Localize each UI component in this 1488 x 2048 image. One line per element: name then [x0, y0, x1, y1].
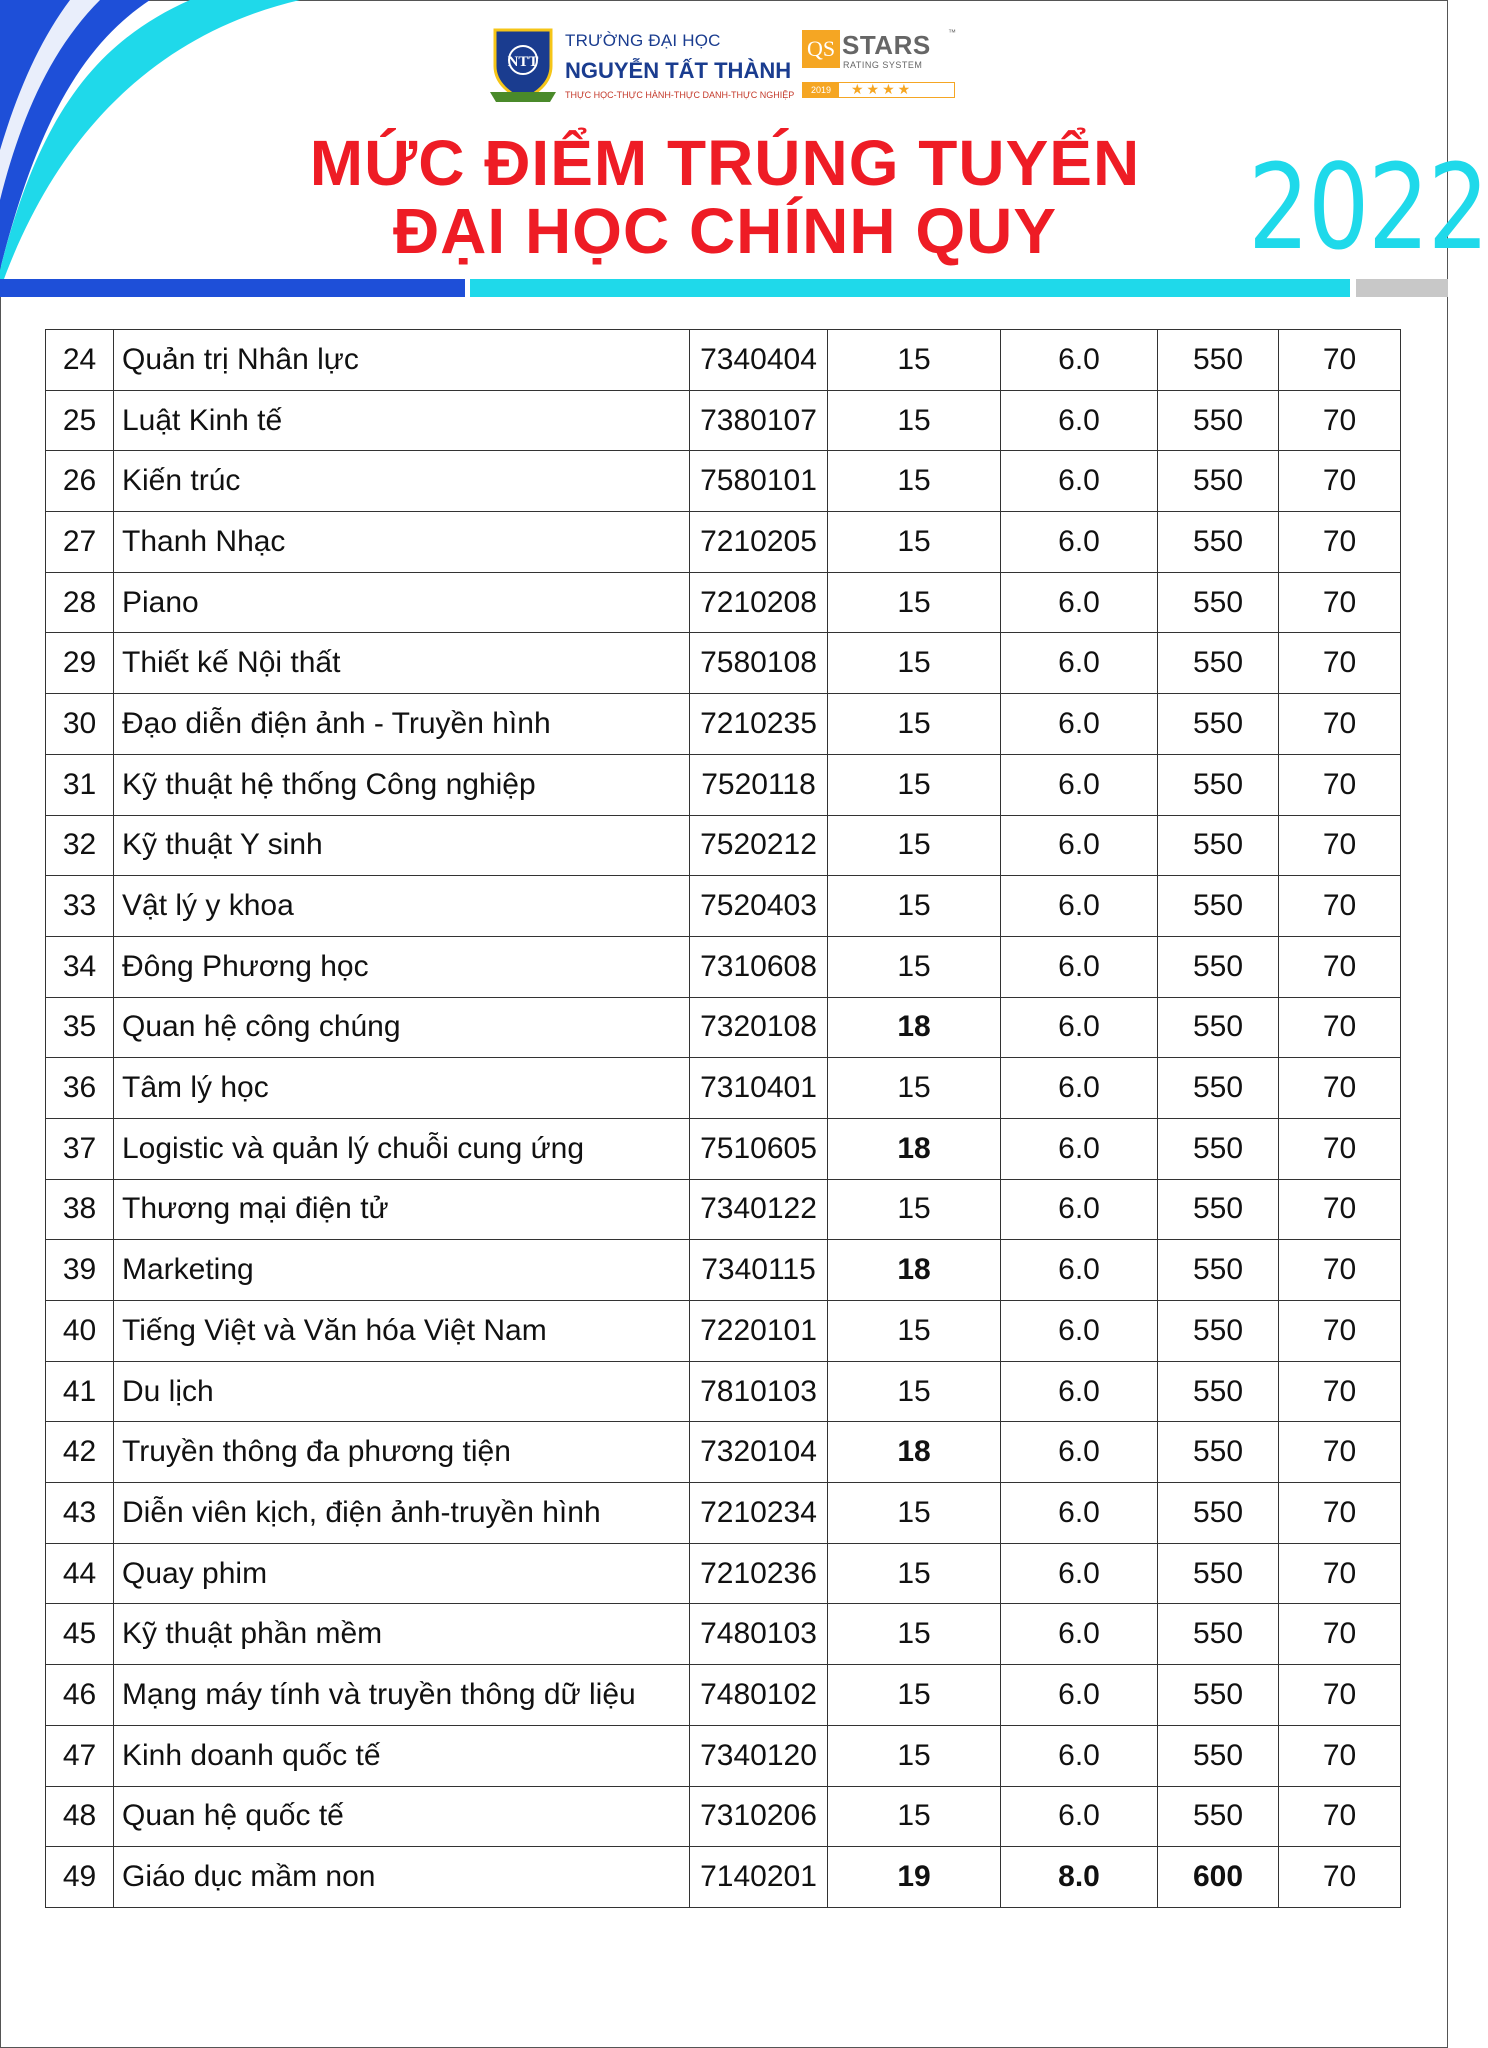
score-vsat-cell: 70	[1279, 1422, 1401, 1483]
qs-rating-bar	[802, 82, 955, 98]
table-row	[46, 451, 1401, 512]
table-row	[46, 390, 1401, 451]
table-row	[46, 1240, 1401, 1301]
score-thpt-cell: 18	[828, 1240, 1001, 1301]
table-row	[46, 694, 1401, 755]
major-code-cell: 7380107	[690, 390, 828, 451]
major-code-cell: 7340404	[690, 330, 828, 391]
major-name-cell: Marketing	[114, 1240, 690, 1301]
score-hocba-cell: 6.0	[1001, 1118, 1158, 1179]
major-name-cell: Luật Kinh tế	[114, 390, 690, 451]
row-number-cell: 33	[46, 876, 114, 937]
score-hocba-cell: 6.0	[1001, 512, 1158, 573]
school-small-title: TRƯỜNG ĐẠI HỌC	[565, 31, 721, 50]
table-body	[46, 330, 1401, 1908]
major-code-cell: 7140201	[690, 1847, 828, 1908]
major-name-cell: Truyền thông đa phương tiện	[114, 1422, 690, 1483]
score-thpt-cell: 15	[828, 936, 1001, 997]
score-dgnl-cell: 550	[1158, 1301, 1279, 1362]
score-hocba-cell: 6.0	[1001, 1665, 1158, 1726]
table-row	[46, 1361, 1401, 1422]
svg-text:NTT: NTT	[507, 54, 539, 70]
score-vsat-cell: 70	[1279, 330, 1401, 391]
row-number-cell: 42	[46, 1422, 114, 1483]
row-number-cell: 41	[46, 1361, 114, 1422]
row-number-cell: 47	[46, 1725, 114, 1786]
score-hocba-cell: 6.0	[1001, 997, 1158, 1058]
score-vsat-cell: 70	[1279, 572, 1401, 633]
header-divider-blue	[0, 279, 465, 297]
score-dgnl-cell: 550	[1158, 1058, 1279, 1119]
row-number-cell: 30	[46, 694, 114, 755]
score-hocba-cell: 6.0	[1001, 1301, 1158, 1362]
major-name-cell: Piano	[114, 572, 690, 633]
major-code-cell: 7480102	[690, 1665, 828, 1726]
qs-stars-text: STARS	[842, 30, 931, 60]
major-code-cell: 7320104	[690, 1422, 828, 1483]
page-title-line1: MỨC ĐIỂM TRÚNG TUYỂN	[309, 127, 1141, 199]
score-dgnl-cell: 550	[1158, 754, 1279, 815]
table-row	[46, 1786, 1401, 1847]
score-dgnl-cell: 550	[1158, 1361, 1279, 1422]
major-name-cell: Logistic và quản lý chuỗi cung ứng	[114, 1118, 690, 1179]
major-name-cell: Kiến trúc	[114, 451, 690, 512]
score-dgnl-cell: 550	[1158, 512, 1279, 573]
table-row	[46, 1665, 1401, 1726]
table-row	[46, 815, 1401, 876]
score-dgnl-cell: 550	[1158, 876, 1279, 937]
major-name-cell: Đạo diễn điện ảnh - Truyền hình	[114, 694, 690, 755]
score-hocba-cell: 6.0	[1001, 390, 1158, 451]
row-number-cell: 31	[46, 754, 114, 815]
major-name-cell: Tâm lý học	[114, 1058, 690, 1119]
score-vsat-cell: 70	[1279, 1058, 1401, 1119]
major-name-cell: Tiếng Việt và Văn hóa Việt Nam	[114, 1301, 690, 1362]
table-row	[46, 1118, 1401, 1179]
table-row	[46, 633, 1401, 694]
table-row	[46, 876, 1401, 937]
row-number-cell: 25	[46, 390, 114, 451]
major-code-cell: 7510605	[690, 1118, 828, 1179]
score-vsat-cell: 70	[1279, 1361, 1401, 1422]
score-thpt-cell: 15	[828, 1786, 1001, 1847]
score-dgnl-cell: 550	[1158, 1179, 1279, 1240]
table-row	[46, 1604, 1401, 1665]
row-number-cell: 44	[46, 1543, 114, 1604]
score-thpt-cell: 18	[828, 1118, 1001, 1179]
score-thpt-cell: 15	[828, 1665, 1001, 1726]
major-code-cell: 7340122	[690, 1179, 828, 1240]
score-thpt-cell: 15	[828, 876, 1001, 937]
row-number-cell: 39	[46, 1240, 114, 1301]
score-vsat-cell: 70	[1279, 754, 1401, 815]
table-row	[46, 330, 1401, 391]
score-dgnl-cell: 550	[1158, 936, 1279, 997]
major-code-cell: 7310206	[690, 1786, 828, 1847]
score-thpt-cell: 19	[828, 1847, 1001, 1908]
score-hocba-cell: 6.0	[1001, 815, 1158, 876]
score-dgnl-cell: 550	[1158, 1604, 1279, 1665]
major-code-cell: 7210234	[690, 1483, 828, 1544]
row-number-cell: 34	[46, 936, 114, 997]
qs-trademark: ™	[948, 28, 956, 37]
score-hocba-cell: 6.0	[1001, 572, 1158, 633]
score-thpt-cell: 15	[828, 1301, 1001, 1362]
major-name-cell: Kỹ thuật phần mềm	[114, 1604, 690, 1665]
major-code-cell: 7580108	[690, 633, 828, 694]
major-code-cell: 7310608	[690, 936, 828, 997]
score-thpt-cell: 15	[828, 1361, 1001, 1422]
score-hocba-cell: 6.0	[1001, 1179, 1158, 1240]
major-code-cell: 7210205	[690, 512, 828, 573]
score-hocba-cell: 6.0	[1001, 633, 1158, 694]
score-dgnl-cell: 550	[1158, 390, 1279, 451]
table-row	[46, 1301, 1401, 1362]
major-code-cell: 7520403	[690, 876, 828, 937]
major-code-cell: 7320108	[690, 997, 828, 1058]
score-vsat-cell: 70	[1279, 1543, 1401, 1604]
score-vsat-cell: 70	[1279, 1725, 1401, 1786]
score-dgnl-cell: 550	[1158, 572, 1279, 633]
score-hocba-cell: 6.0	[1001, 1604, 1158, 1665]
score-thpt-cell: 18	[828, 1422, 1001, 1483]
major-code-cell: 7310401	[690, 1058, 828, 1119]
row-number-cell: 26	[46, 451, 114, 512]
score-vsat-cell: 70	[1279, 1240, 1401, 1301]
score-dgnl-cell: 600	[1158, 1847, 1279, 1908]
major-name-cell: Thiết kế Nội thất	[114, 633, 690, 694]
score-hocba-cell: 6.0	[1001, 1058, 1158, 1119]
score-dgnl-cell: 550	[1158, 997, 1279, 1058]
row-number-cell: 45	[46, 1604, 114, 1665]
school-crest-icon	[490, 26, 556, 104]
score-hocba-cell: 6.0	[1001, 1786, 1158, 1847]
table-row	[46, 1422, 1401, 1483]
score-dgnl-cell: 550	[1158, 633, 1279, 694]
table-row	[46, 1725, 1401, 1786]
major-name-cell: Quay phim	[114, 1543, 690, 1604]
row-number-cell: 40	[46, 1301, 114, 1362]
major-name-cell: Du lịch	[114, 1361, 690, 1422]
score-thpt-cell: 15	[828, 1179, 1001, 1240]
qs-rating-stars-icon: ★★★★	[851, 81, 914, 97]
score-hocba-cell: 6.0	[1001, 1361, 1158, 1422]
qs-year: 2019	[803, 83, 839, 97]
score-thpt-cell: 15	[828, 633, 1001, 694]
score-vsat-cell: 70	[1279, 1301, 1401, 1362]
score-vsat-cell: 70	[1279, 1483, 1401, 1544]
major-code-cell: 7520118	[690, 754, 828, 815]
school-tagline: THỰC HỌC-THỰC HÀNH-THỰC DANH-THỰC NGHIỆP	[565, 90, 795, 100]
major-name-cell: Quan hệ công chúng	[114, 997, 690, 1058]
score-dgnl-cell: 550	[1158, 1665, 1279, 1726]
major-name-cell: Quản trị Nhân lực	[114, 330, 690, 391]
score-hocba-cell: 8.0	[1001, 1847, 1158, 1908]
row-number-cell: 37	[46, 1118, 114, 1179]
score-thpt-cell: 15	[828, 512, 1001, 573]
score-thpt-cell: 15	[828, 815, 1001, 876]
score-hocba-cell: 6.0	[1001, 936, 1158, 997]
major-name-cell: Quan hệ quốc tế	[114, 1786, 690, 1847]
major-name-cell: Thanh Nhạc	[114, 512, 690, 573]
major-name-cell: Mạng máy tính và truyền thông dữ liệu	[114, 1665, 690, 1726]
score-hocba-cell: 6.0	[1001, 1422, 1158, 1483]
row-number-cell: 43	[46, 1483, 114, 1544]
admission-scores-table	[45, 329, 1401, 1908]
major-code-cell: 7220101	[690, 1301, 828, 1362]
score-thpt-cell: 18	[828, 997, 1001, 1058]
score-hocba-cell: 6.0	[1001, 1483, 1158, 1544]
row-number-cell: 46	[46, 1665, 114, 1726]
major-code-cell: 7480103	[690, 1604, 828, 1665]
score-vsat-cell: 70	[1279, 633, 1401, 694]
score-hocba-cell: 6.0	[1001, 754, 1158, 815]
row-number-cell: 28	[46, 572, 114, 633]
score-hocba-cell: 6.0	[1001, 1543, 1158, 1604]
score-thpt-cell: 15	[828, 1483, 1001, 1544]
major-code-cell: 7580101	[690, 451, 828, 512]
score-hocba-cell: 6.0	[1001, 694, 1158, 755]
score-vsat-cell: 70	[1279, 1665, 1401, 1726]
major-name-cell: Giáo dục mầm non	[114, 1847, 690, 1908]
row-number-cell: 48	[46, 1786, 114, 1847]
qs-stars-logo	[802, 30, 957, 106]
score-dgnl-cell: 550	[1158, 1786, 1279, 1847]
score-vsat-cell: 70	[1279, 1179, 1401, 1240]
major-name-cell: Đông Phương học	[114, 936, 690, 997]
score-thpt-cell: 15	[828, 694, 1001, 755]
row-number-cell: 35	[46, 997, 114, 1058]
score-vsat-cell: 70	[1279, 451, 1401, 512]
score-thpt-cell: 15	[828, 390, 1001, 451]
major-name-cell: Kỹ thuật Y sinh	[114, 815, 690, 876]
qs-rating-system: RATING SYSTEM	[843, 60, 923, 70]
row-number-cell: 32	[46, 815, 114, 876]
score-vsat-cell: 70	[1279, 1604, 1401, 1665]
table-row	[46, 754, 1401, 815]
major-code-cell: 7520212	[690, 815, 828, 876]
score-vsat-cell: 70	[1279, 936, 1401, 997]
score-dgnl-cell: 550	[1158, 1483, 1279, 1544]
score-dgnl-cell: 550	[1158, 1422, 1279, 1483]
header-divider-cyan	[470, 279, 1350, 297]
header-divider-grey	[1356, 279, 1448, 297]
score-dgnl-cell: 550	[1158, 330, 1279, 391]
row-number-cell: 24	[46, 330, 114, 391]
score-hocba-cell: 6.0	[1001, 330, 1158, 391]
score-vsat-cell: 70	[1279, 1847, 1401, 1908]
score-thpt-cell: 15	[828, 1725, 1001, 1786]
row-number-cell: 36	[46, 1058, 114, 1119]
score-hocba-cell: 6.0	[1001, 1240, 1158, 1301]
page-title-line2: ĐẠI HỌC CHÍNH QUY	[392, 195, 1058, 267]
score-dgnl-cell: 550	[1158, 815, 1279, 876]
score-thpt-cell: 15	[828, 754, 1001, 815]
table-row	[46, 572, 1401, 633]
row-number-cell: 27	[46, 512, 114, 573]
row-number-cell: 29	[46, 633, 114, 694]
major-code-cell: 7210235	[690, 694, 828, 755]
major-name-cell: Vật lý y khoa	[114, 876, 690, 937]
score-hocba-cell: 6.0	[1001, 1725, 1158, 1786]
table-row	[46, 1179, 1401, 1240]
score-thpt-cell: 15	[828, 330, 1001, 391]
major-name-cell: Diễn viên kịch, điện ảnh-truyền hình	[114, 1483, 690, 1544]
score-thpt-cell: 15	[828, 572, 1001, 633]
row-number-cell: 49	[46, 1847, 114, 1908]
major-name-cell: Thương mại điện tử	[114, 1179, 690, 1240]
score-vsat-cell: 70	[1279, 815, 1401, 876]
score-vsat-cell: 70	[1279, 390, 1401, 451]
row-number-cell: 38	[46, 1179, 114, 1240]
year-label: 2022	[1248, 138, 1488, 276]
major-code-cell: 7810103	[690, 1361, 828, 1422]
score-hocba-cell: 6.0	[1001, 876, 1158, 937]
table-row	[46, 1847, 1401, 1908]
major-code-cell: 7210208	[690, 572, 828, 633]
score-thpt-cell: 15	[828, 1058, 1001, 1119]
score-dgnl-cell: 550	[1158, 1118, 1279, 1179]
score-thpt-cell: 15	[828, 1604, 1001, 1665]
score-dgnl-cell: 550	[1158, 1725, 1279, 1786]
major-code-cell: 7340120	[690, 1725, 828, 1786]
table-row	[46, 1483, 1401, 1544]
major-name-cell: Kinh doanh quốc tế	[114, 1725, 690, 1786]
score-vsat-cell: 70	[1279, 876, 1401, 937]
table-row	[46, 1058, 1401, 1119]
table-row	[46, 512, 1401, 573]
score-dgnl-cell: 550	[1158, 694, 1279, 755]
table-row	[46, 936, 1401, 997]
qs-logo: QS	[802, 30, 840, 68]
school-name: NGUYỄN TẤT THÀNH	[565, 58, 792, 83]
score-dgnl-cell: 550	[1158, 1543, 1279, 1604]
major-code-cell: 7340115	[690, 1240, 828, 1301]
score-vsat-cell: 70	[1279, 512, 1401, 573]
school-logo	[490, 26, 990, 106]
major-code-cell: 7210236	[690, 1543, 828, 1604]
score-dgnl-cell: 550	[1158, 451, 1279, 512]
table-row	[46, 1543, 1401, 1604]
score-vsat-cell: 70	[1279, 1118, 1401, 1179]
score-vsat-cell: 70	[1279, 997, 1401, 1058]
major-name-cell: Kỹ thuật hệ thống Công nghiệp	[114, 754, 690, 815]
score-vsat-cell: 70	[1279, 694, 1401, 755]
score-vsat-cell: 70	[1279, 1786, 1401, 1847]
score-hocba-cell: 6.0	[1001, 451, 1158, 512]
score-thpt-cell: 15	[828, 451, 1001, 512]
table-row	[46, 997, 1401, 1058]
score-dgnl-cell: 550	[1158, 1240, 1279, 1301]
score-thpt-cell: 15	[828, 1543, 1001, 1604]
